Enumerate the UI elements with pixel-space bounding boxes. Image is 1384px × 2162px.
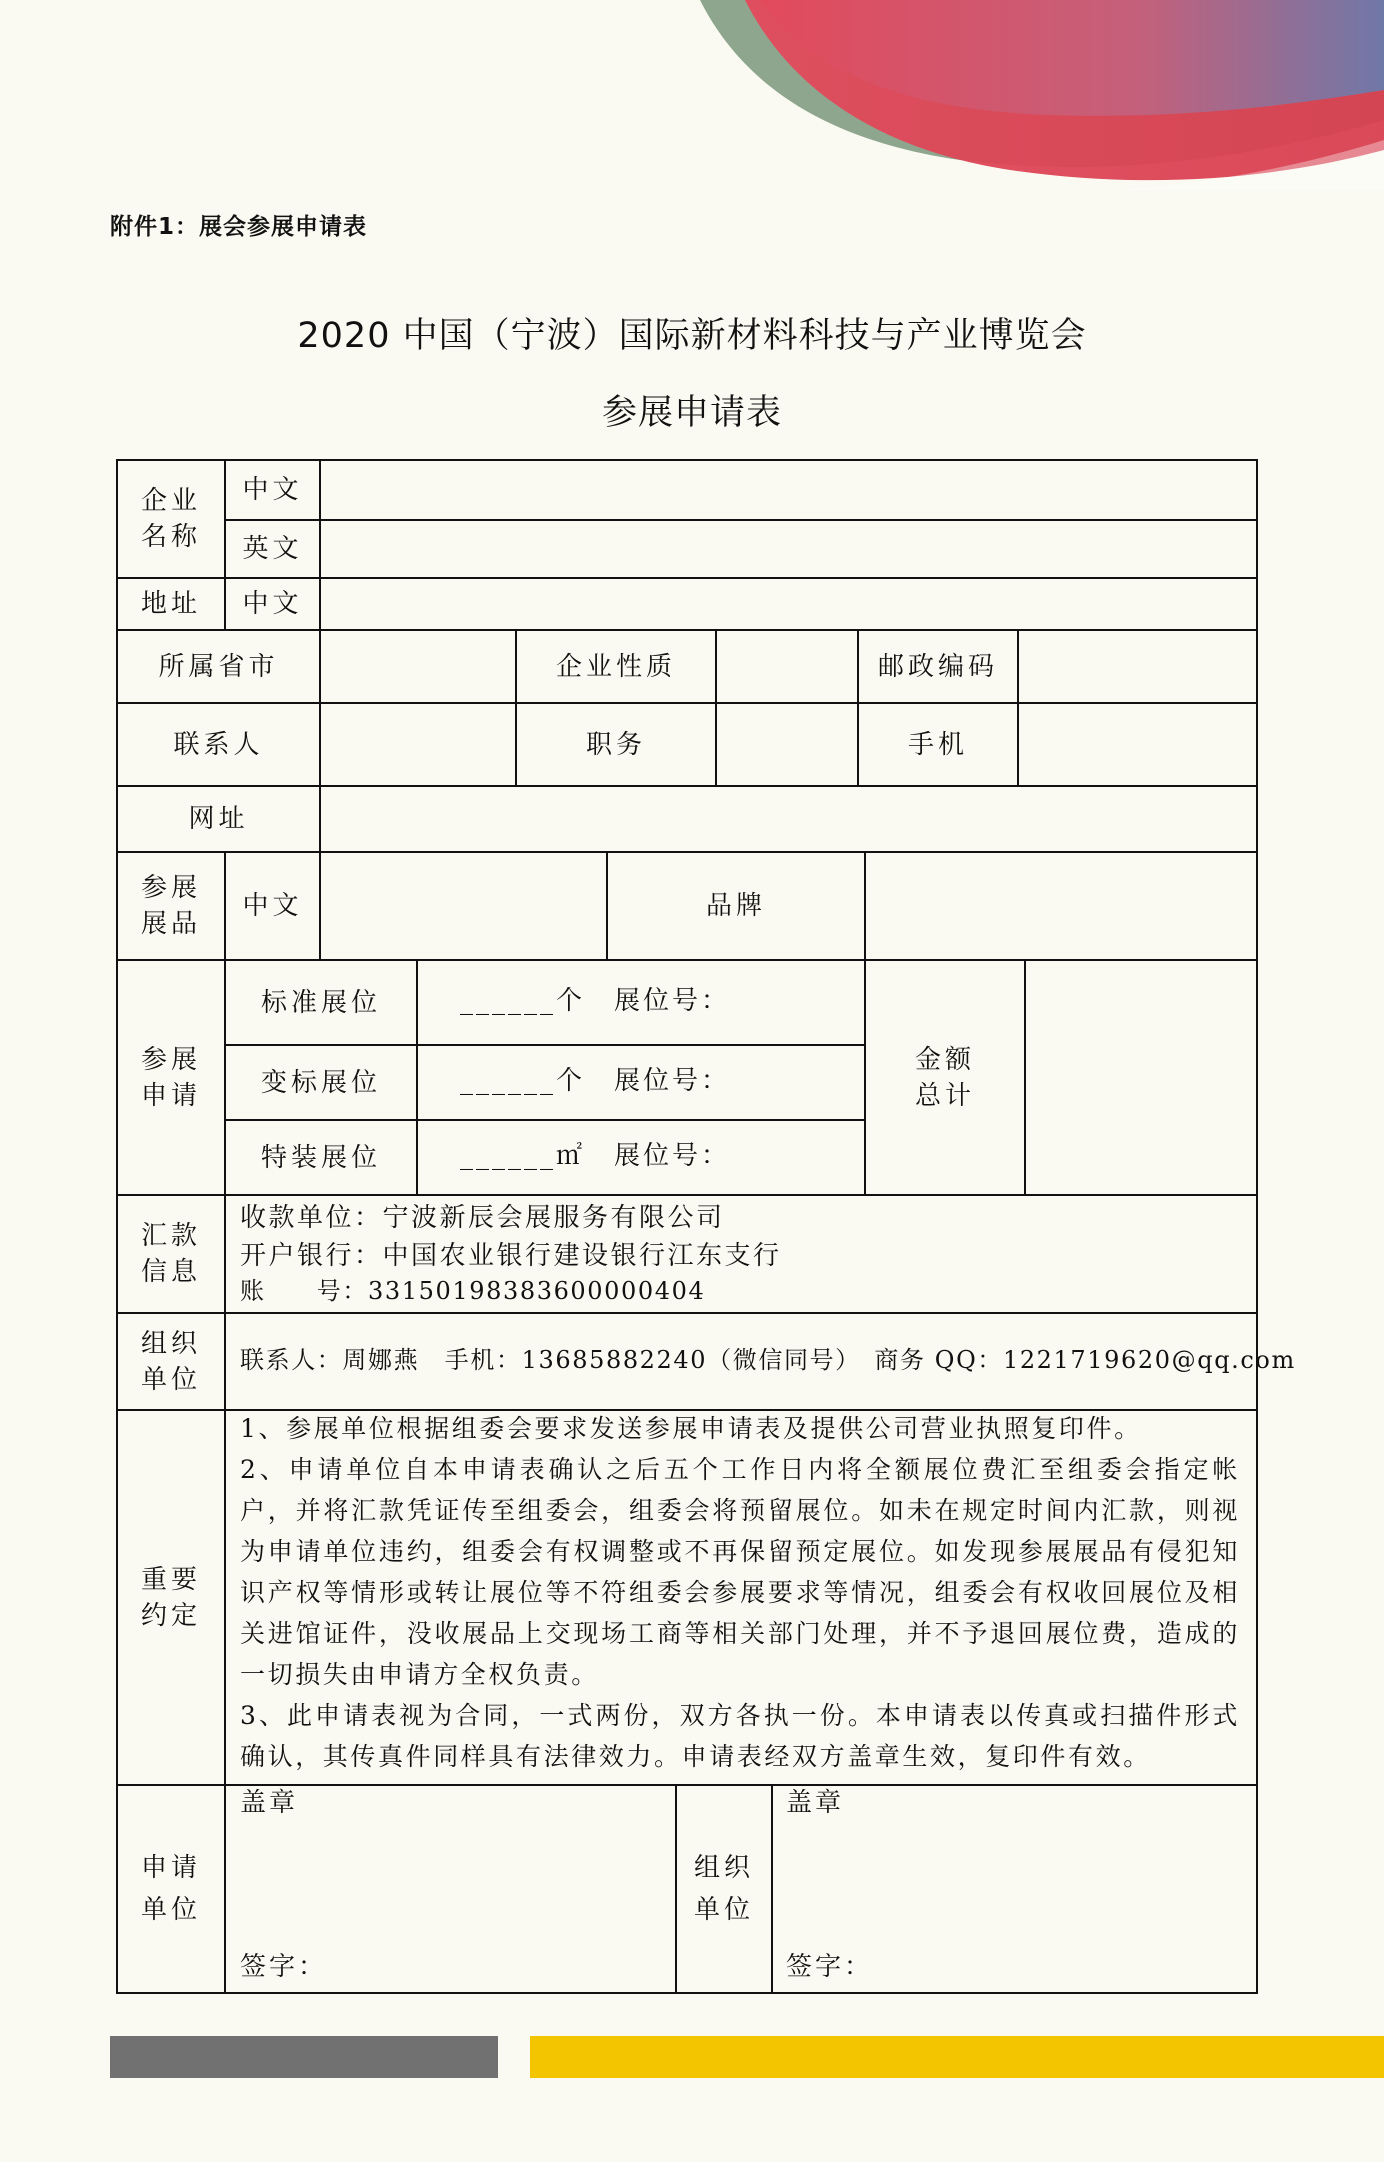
nature-label: 企业性质 bbox=[555, 651, 676, 682]
contact-label: 联系人 bbox=[173, 729, 264, 760]
exhibit-field[interactable] bbox=[322, 854, 605, 958]
org-contact-text: 联系人：周娜燕 手机：13685882240（微信同号） 商务 QQ：1221719620@qq.com bbox=[240, 1346, 1296, 1374]
account-text: 账 号：33150198383600000404 bbox=[240, 1277, 706, 1305]
terms-text bbox=[240, 1408, 1240, 1777]
booth-standard-label: 标准展位 bbox=[260, 987, 381, 1018]
term-item: 2、申请单位自本申请表确认之后五个工作日内将全额展位费汇至组委会指定帐户，并将汇款凭证传至组委会，组委会将预留展位。如未在规定时间内汇款，则视为申请单位违约，组委会有权调整或不再保留预定展位。如发现参展展品有侵犯知识产权等情形或转让展位等不符组委会参展要求等情况，组委会有权收回展位及相关进馆证件，没收展品上交现场工商等相关部门处理，并不予退回展位费，造成的一切损失由申请方全权负责。 bbox=[240, 1455, 1240, 1689]
footer-bar-gray bbox=[110, 2036, 498, 2078]
bank-text: 开户银行：中国农业银行建设银行江东支行 bbox=[240, 1241, 782, 1271]
brand-label: 品牌 bbox=[705, 891, 766, 921]
organizer-sign-label: 签字： bbox=[786, 1952, 874, 1982]
booth-special-area[interactable]: ______㎡ bbox=[460, 1141, 586, 1171]
postcode-field[interactable] bbox=[1020, 632, 1255, 701]
applicant-seal-label: 盖章 bbox=[240, 1788, 299, 1818]
position-field[interactable] bbox=[718, 705, 856, 784]
booth-variant-count[interactable]: ______个 bbox=[460, 1066, 586, 1096]
total-amount-label: 金额总计 bbox=[915, 1044, 976, 1111]
footer-bar-yellow bbox=[530, 2036, 1384, 2078]
booth-standard-count[interactable]: ______个 bbox=[460, 986, 586, 1016]
company-name-label: 企业名称 bbox=[141, 486, 202, 552]
applicant-sign-label: 签字： bbox=[240, 1952, 328, 1982]
attachment-label: 附件1：展会参展申请表 bbox=[110, 214, 368, 240]
payee-text: 收款单位：宁波新辰会展服务有限公司 bbox=[240, 1203, 725, 1233]
page-title: 2020 中国（宁波）国际新材料科技与产业博览会 bbox=[297, 316, 1087, 356]
brand-field[interactable] bbox=[867, 854, 1255, 958]
website-label: 网址 bbox=[188, 804, 249, 834]
company-name-english-field[interactable] bbox=[322, 522, 1254, 576]
exhibit-label: 参展展品 bbox=[141, 873, 202, 939]
booth-variant-label: 变标展位 bbox=[260, 1067, 381, 1098]
company-name-chinese-label: 中文 bbox=[242, 475, 303, 505]
booth-variant-number-label: 展位号： bbox=[614, 1066, 731, 1096]
booth-special-label: 特装展位 bbox=[260, 1142, 381, 1173]
company-name-english-label: 英文 bbox=[242, 534, 303, 564]
address-field[interactable] bbox=[322, 580, 1254, 628]
application-label: 参展申请 bbox=[141, 1044, 202, 1111]
nature-field[interactable] bbox=[718, 632, 856, 701]
org-label: 组织单位 bbox=[141, 1328, 202, 1395]
contact-field[interactable] bbox=[322, 705, 514, 784]
term-item: 3、此申请表视为合同，一式两份，双方各执一份。本申请表以传真或扫描件形式确认，其传真件同样具有法律效力。申请表经双方盖章生效，复印件有效。 bbox=[240, 1701, 1240, 1771]
booth-special-number-label: 展位号： bbox=[614, 1141, 731, 1171]
position-label: 职务 bbox=[585, 729, 646, 760]
page-subtitle: 参展申请表 bbox=[601, 393, 782, 433]
address-chinese-label: 中文 bbox=[242, 589, 303, 619]
terms-label: 重要约定 bbox=[141, 1564, 202, 1631]
mobile-label: 手机 bbox=[907, 729, 968, 760]
remit-label: 汇款信息 bbox=[141, 1221, 202, 1287]
applicant-sign-area[interactable] bbox=[227, 1787, 674, 1991]
address-label: 地址 bbox=[140, 589, 201, 619]
company-name-chinese-field[interactable] bbox=[322, 462, 1254, 518]
exhibit-chinese-label: 中文 bbox=[242, 891, 303, 921]
province-label: 所属省市 bbox=[158, 651, 279, 682]
applicant-label: 申请单位 bbox=[141, 1853, 202, 1925]
province-field[interactable] bbox=[322, 632, 514, 701]
term-item: 1、参展单位根据组委会要求发送参展申请表及提供公司营业执照复印件。 bbox=[240, 1414, 1142, 1443]
website-field[interactable] bbox=[322, 788, 1254, 850]
organizer-sign-area[interactable] bbox=[774, 1787, 1255, 1991]
organizer-seal-label: 盖章 bbox=[786, 1788, 845, 1818]
postcode-label: 邮政编码 bbox=[877, 651, 998, 682]
mobile-field[interactable] bbox=[1020, 705, 1255, 784]
organizer-label: 组织单位 bbox=[694, 1853, 755, 1925]
booth-standard-number-label: 展位号： bbox=[614, 986, 731, 1016]
total-amount-field[interactable] bbox=[1027, 962, 1255, 1193]
